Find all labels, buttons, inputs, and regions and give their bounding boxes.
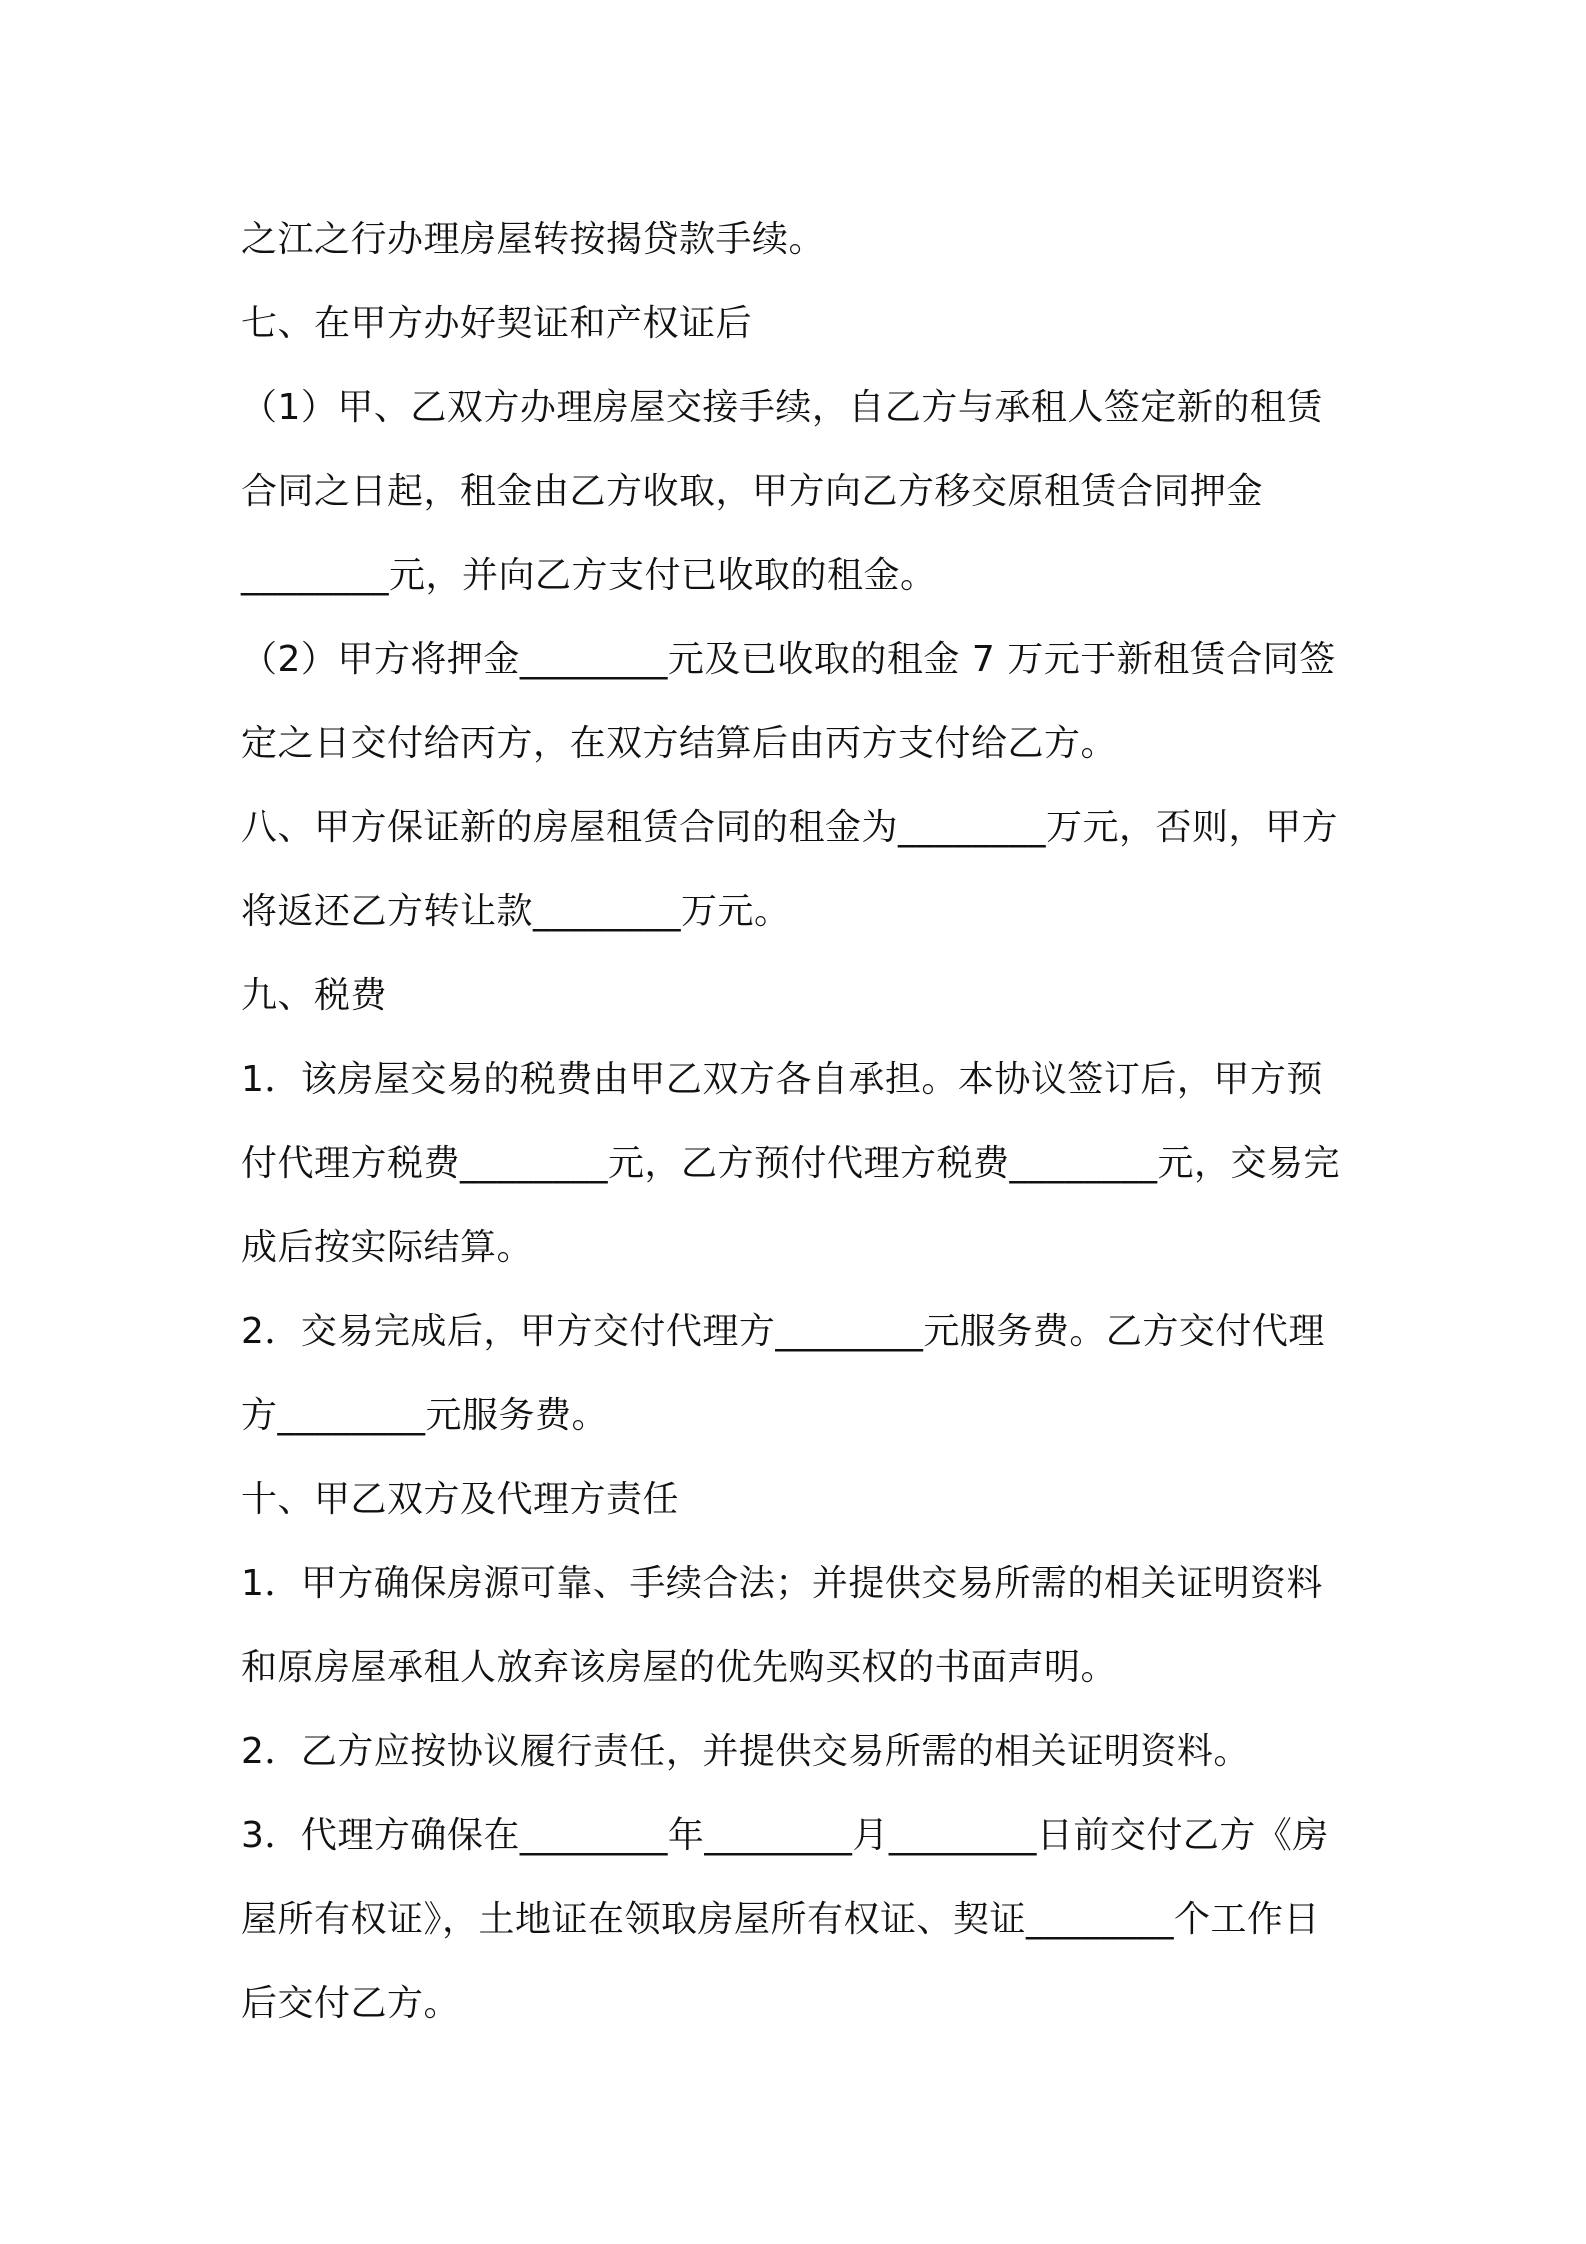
document-body [241,198,1361,2046]
text-line: 定之日交付给丙方，在双方结算后由丙方支付给乙方。 [241,723,1118,764]
text-line: 付代理方税费________元，乙方预付代理方税费________元，交易完 [241,1143,1341,1184]
text-line: 合同之日起，租金由乙方收取，甲方向乙方移交原租赁合同押金 [241,471,1264,512]
section-heading-9: 九、税费 [241,975,388,1016]
text-line: 将返还乙方转让款________万元。 [241,891,791,932]
section-heading-8: 八、甲方保证新的房屋租赁合同的租金为________万元，否则，甲方 [241,807,1339,848]
text-line: 方________元服务费。 [241,1395,609,1436]
text-line: ________元，并向乙方支付已收取的租金。 [241,555,937,596]
text-line: 和原房屋承租人放弃该房屋的优先购买权的书面声明。 [241,1647,1118,1688]
text-line: 3．代理方确保在________年________月________日前交付乙方《房 [241,1815,1329,1856]
text-line: 成后按实际结算。 [241,1227,534,1268]
section-heading-10: 十、甲乙双方及代理方责任 [241,1479,680,1520]
text-line: 之江之行办理房屋转按揭贷款手续。 [241,219,826,260]
text-line: 屋所有权证》，土地证在领取房屋所有权证、契证________个工作日 [241,1899,1321,1940]
text-line: 1．甲方确保房源可靠、手续合法；并提供交易所需的相关证明资料 [241,1563,1323,1604]
section-heading-7: 七、在甲方办好契证和产权证后 [241,303,753,344]
text-line: （1）甲、乙双方办理房屋交接手续，自乙方与承租人签定新的租赁 [241,387,1323,428]
text-line: 1．该房屋交易的税费由甲乙双方各自承担。本协议签订后，甲方预 [241,1059,1323,1100]
text-line: 2．乙方应按协议履行责任，并提供交易所需的相关证明资料。 [241,1731,1250,1772]
text-line: 后交付乙方。 [241,1983,461,2024]
text-line: （2）甲方将押金________元及已收取的租金 7 万元于新租赁合同签 [241,639,1336,680]
text-line: 2．交易完成后，甲方交付代理方________元服务费。乙方交付代理 [241,1311,1325,1352]
